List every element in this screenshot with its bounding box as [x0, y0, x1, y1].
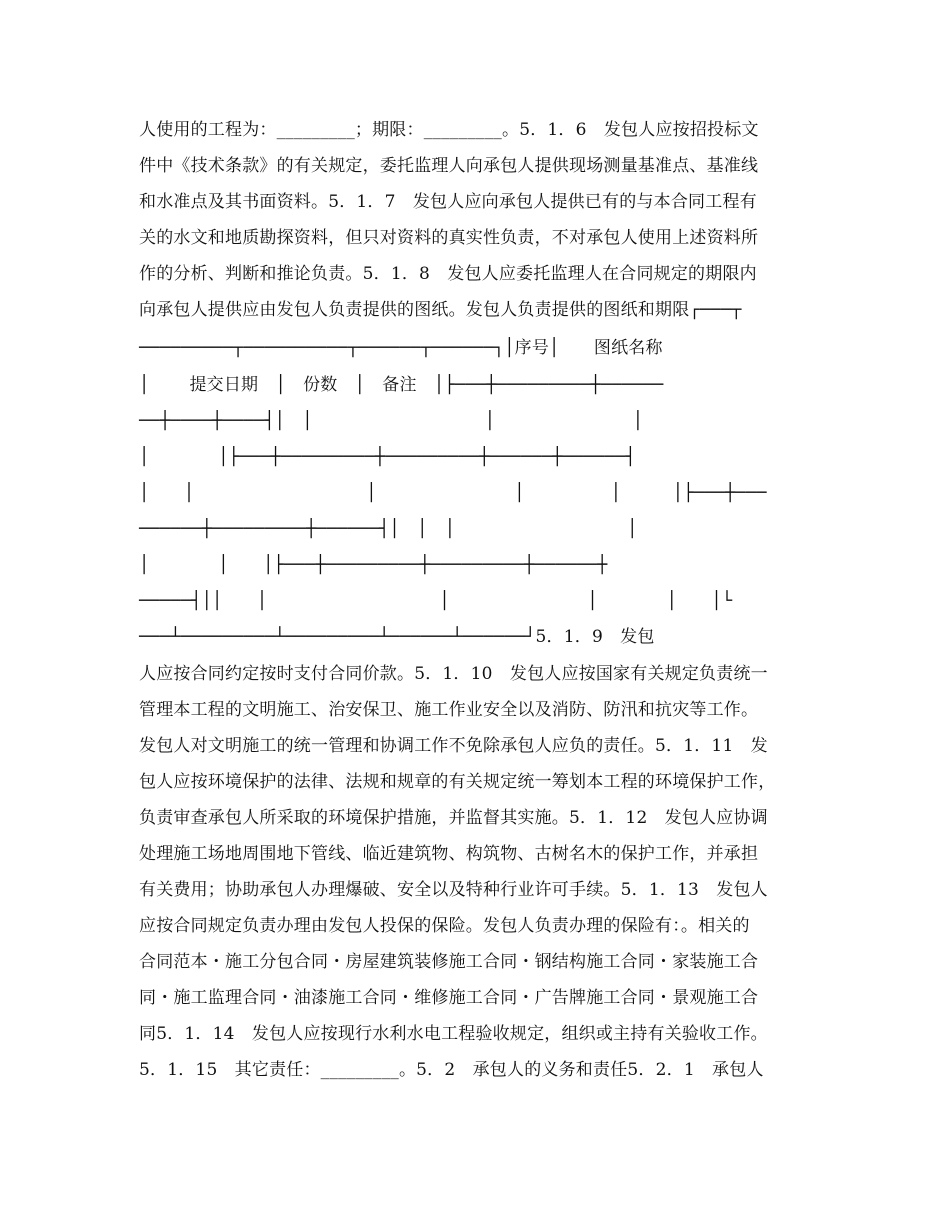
text-line: 作的分析、判断和推论负责。5．1．8 发包人应委托监理人在合同规定的期限内 [139, 264, 757, 284]
table-line: ─────┤││ │ │ │ │ │└ [139, 591, 733, 611]
text-line: 合同范本・施工分包合同・房屋建筑装修施工合同・钢结构施工合同・家装施工合 [139, 952, 759, 972]
text-line: 人使用的工程为：_________；期限：_________。5．1．6 发包人应按招投标文 [139, 120, 759, 140]
text-line: 向承包人提供应由发包人负责提供的图纸。发包人负责提供的图纸和期限┌───┬ [139, 300, 742, 320]
text-line: 有关费用；协助承包人办理爆破、安全以及特种行业许可手续。5．1．13 发包人 [139, 880, 768, 900]
text-line: 5．1．15 其它责任：_________。5．2 承包人的义务和责任5．2．1 承包人 [139, 1060, 764, 1080]
table-line: │ │ │├───┼─────────┼─────────┼──────┼ [139, 555, 608, 575]
text-line: 发包人对文明施工的统一管理和协调工作不免除承包人应负的责任。5．1．11 发 [139, 736, 768, 756]
text-line: 件中《技术条款》的有关规定，委托监理人向承包人提供现场测量基准点、基准线 [139, 156, 759, 176]
text-line: 管理本工程的文明施工、治安保卫、施工作业安全以及消防、防汛和抗灾等工作。 [139, 700, 759, 720]
table-line: │ │├───┼─────────┼─────────┼──────┼──────┤ [139, 447, 636, 467]
table-line: │ │ │ │ │ │├───┼─── [139, 483, 767, 503]
text-line: 处理施工场地周围地下管线、临近建筑物、构筑物、古树名木的保护工作，并承担 [139, 844, 759, 864]
table-line: ──┼────┼────┤│ │ │ │ [139, 411, 644, 431]
table-line: ───┴─────────┴─────────┴──────┴──────┘5．1．9 发包 [139, 627, 655, 647]
table-line: ──────┼─────────┼──────┤│ │ │ │ [139, 519, 638, 539]
text-line: 关的水文和地质勘探资料，但只对资料的真实性负责，不对承包人使用上述资料所 [139, 228, 759, 248]
table-line: │ 提交日期 │ 份数 │ 备注 │├───┼─────────┼────── [139, 375, 664, 395]
text-line: 应按合同规定负责办理由发包人投保的保险。发包人负责办理的保险有：。相关的 [139, 916, 750, 936]
text-line: 同・施工监理合同・油漆施工合同・维修施工合同・广告牌施工合同・景观施工合 [139, 988, 759, 1008]
table-line: ─────────┬──────────┬──────┬──────┐│序号│ 图纸名称 [139, 338, 663, 358]
text-line: 包人应按环境保护的法律、法规和规章的有关规定统一筹划本工程的环境保护工作， [139, 772, 776, 792]
text-line: 同5．1．14 发包人应按现行水利水电工程验收规定，组织或主持有关验收工作。 [139, 1024, 768, 1044]
text-line: 负责审查承包人所采取的环境保护措施，并监督其实施。5．1．12 发包人应协调 [139, 808, 768, 828]
text-line: 人应按合同约定按时支付合同价款。5．1．10 发包人应按国家有关规定负责统一 [139, 664, 768, 684]
text-line: 和水准点及其书面资料。5．1．7 发包人应向承包人提供已有的与本合同工程有 [139, 192, 757, 212]
